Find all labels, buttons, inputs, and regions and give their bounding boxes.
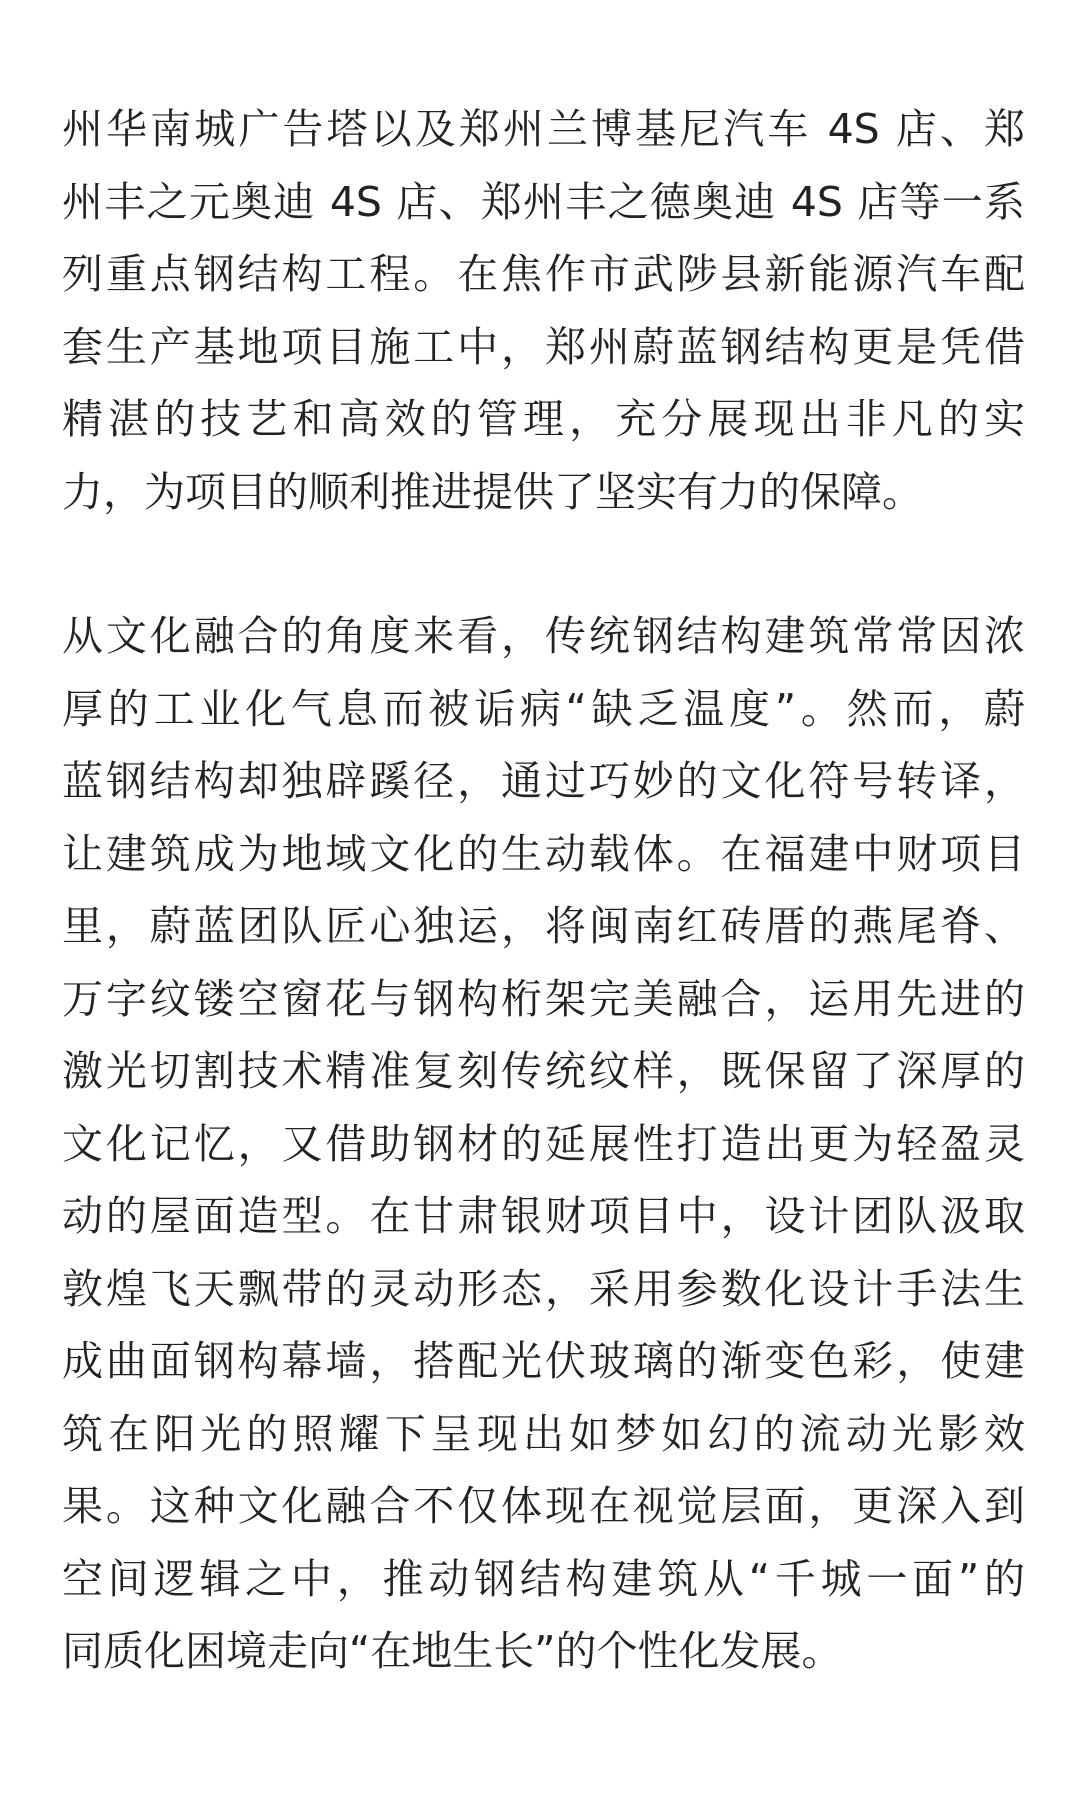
paragraph-line: 成曲面钢构幕墙，搭配光伏玻璃的渐变色彩，使建: [62, 1337, 1025, 1385]
paragraph-line: 精湛的技艺和高效的管理，充分展现出非凡的实: [62, 395, 1025, 443]
paragraph-2: [62, 600, 1025, 1688]
paragraph-line: 万字纹镂空窗花与钢构桁架完美融合，运用先进的: [62, 974, 1025, 1023]
paragraph-line: 从文化融合的角度来看，传统钢结构建筑常常因浓: [62, 612, 1025, 660]
paragraph-line: 州丰之元奥迪 4S 店、郑州丰之德奥迪 4S 店等一系: [62, 177, 1025, 226]
paragraph-line: 州华南城广告塔以及郑州兰博基尼汽车 4S 店、郑: [62, 105, 1025, 153]
paragraph-line: 厚的工业化气息而被诟病“缺乏温度”。然而，蔚: [62, 684, 1025, 733]
paragraph-line: 动的屋面造型。在甘肃银财项目中，设计团队汲取: [62, 1192, 1025, 1240]
paragraph-line: 力，为项目的顺利推进提供了坚实有力的保障。: [62, 467, 923, 516]
paragraph-line: 筑在阳光的照耀下呈现出如梦如幻的流动光影效: [62, 1409, 1025, 1458]
paragraph-line: 列重点钢结构工程。在焦作市武陟县新能源汽车配: [62, 250, 1025, 298]
paragraph-line: 激光切割技术精准复刻传统纹样，既保留了深厚的: [62, 1047, 1025, 1095]
paragraph-spacer: [62, 528, 1025, 600]
paragraph-1: [62, 93, 1025, 528]
article-body: [62, 93, 1025, 1688]
paragraph-line: 空间逻辑之中，推动钢结构建筑从“千城一面”的: [62, 1554, 1025, 1603]
paragraph-line: 同质化困境走向“在地生长”的个性化发展。: [62, 1627, 843, 1675]
paragraph-line: 让建筑成为地域文化的生动载体。在福建中财项目: [62, 829, 1025, 878]
paragraph-line: 文化记忆，又借助钢材的延展性打造出更为轻盈灵: [62, 1119, 1025, 1168]
paragraph-line: 里，蔚蓝团队匠心独运，将闽南红砖厝的燕尾脊、: [62, 902, 1025, 950]
paragraph-line: 蓝钢结构却独辟蹊径，通过巧妙的文化符号转译，: [62, 757, 1025, 805]
paragraph-line: 套生产基地项目施工中，郑州蔚蓝钢结构更是凭借: [62, 322, 1025, 371]
paragraph-line: 果。这种文化融合不仅体现在视觉层面，更深入到: [62, 1482, 1025, 1530]
paragraph-line: 敦煌飞天飘带的灵动形态，采用参数化设计手法生: [62, 1264, 1025, 1313]
